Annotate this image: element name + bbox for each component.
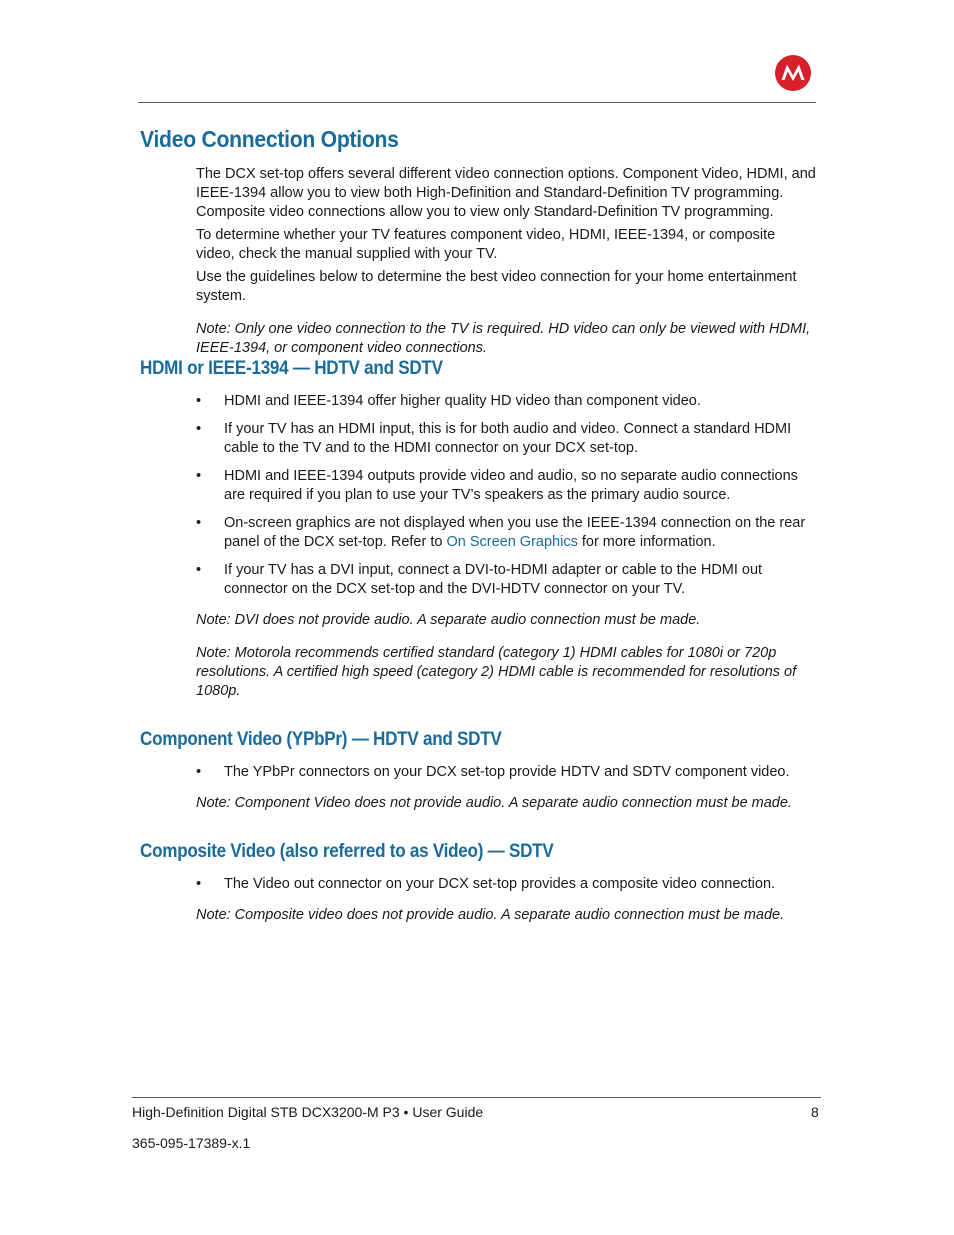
bullet-list-hdmi [140,392,820,599]
footer-rule [132,1097,821,1098]
intro-paragraph-2: To determine whether your TV features component video, HDMI, IEEE-1394, or composite video, check the manual supplied with your TV. [196,227,776,262]
list-item [196,467,818,505]
bullet-list-component [140,763,820,782]
list-item-text: If your TV has an HDMI input, this is for both audio and video. Connect a standard HDMI cable to the TV and to the HDMI connector on your DCX set-top. [224,421,792,456]
list-item [196,875,818,894]
list-item-text: On-screen graphics are not displayed when you use the IEEE-1394 connection on the rear panel of the DCX set-top. Refer to [224,515,806,550]
list-item [196,514,818,552]
intro-paragraph-1: The DCX set-top offers several different video connection options. Component Video, HDMI, and IEEE-1394 allow you to view both High-Definition and Standard-Definition TV programming. Composite video connections allow you to view only Standard-Definition TV programming. [196,166,816,220]
bullet-icon: • [196,393,202,409]
page-number: 8 [811,1104,819,1120]
note-dvi-audio: Note: DVI does not provide audio. A separate audio connection must be made. [196,612,701,628]
list-item-text: If your TV has a DVI input, connect a DVI-to-HDMI adapter or cable to the HDMI out connector on the DCX set-top and the DVI-HDTV connector on your TV. [224,562,763,597]
bullet-icon: • [196,876,202,892]
section-heading-component: Component Video (YPbPr) — HDTV and SDTV [140,729,502,750]
list-item-text: HDMI and IEEE-1394 outputs provide video and audio, so no separate audio connections are required if you plan to use your TV’s speakers as the primary audio source. [224,468,798,503]
on-screen-graphics-link[interactable]: On Screen Graphics [446,534,578,550]
note-component-audio: Note: Component Video does not provide audio. A separate audio connection must be made. [196,795,792,811]
bullet-icon: • [196,468,202,484]
page-content [140,126,820,925]
list-item [196,763,818,782]
bullet-icon: • [196,562,202,578]
document-number: 365-095-17389-x.1 [132,1135,251,1151]
bullet-icon: • [196,515,202,531]
bullet-icon: • [196,421,202,437]
section-heading-hdmi: HDMI or IEEE-1394 — HDTV and SDTV [140,358,443,379]
intro-note: Note: Only one video connection to the TV is required. HD video can only be viewed with HDMI, IEEE-1394, or component video connections. [196,321,811,356]
bullet-list-composite [140,875,820,894]
list-item [196,561,818,599]
list-item-text: HDMI and IEEE-1394 offer higher quality HD video than component video. [224,393,701,409]
list-item-text: for more information. [577,534,716,550]
list-item [196,420,818,458]
list-item [196,392,818,411]
section-heading-composite: Composite Video (also referred to as Video) — SDTV [140,841,554,862]
note-composite-audio: Note: Composite video does not provide audio. A separate audio connection must be made. [196,907,785,923]
motorola-logo-icon [775,55,811,91]
header-rule [138,102,816,103]
note-hdmi-cables: Note: Motorola recommends certified standard (category 1) HDMI cables for 1080i or 720p resolutions. A certified high speed (category 2) HDMI cable is recommended for resolutions of 1080p. [196,645,797,699]
bullet-icon: • [196,764,202,780]
intro-paragraph-3: Use the guidelines below to determine the best video connection for your home entertainment system. [196,269,797,304]
list-item-text: The Video out connector on your DCX set-top provides a composite video connection. [224,876,776,892]
footer-guide-title: High-Definition Digital STB DCX3200-M P3 • User Guide [132,1104,484,1120]
list-item-text: The YPbPr connectors on your DCX set-top provide HDTV and SDTV component video. [224,764,790,780]
page-title: Video Connection Options [140,126,399,152]
